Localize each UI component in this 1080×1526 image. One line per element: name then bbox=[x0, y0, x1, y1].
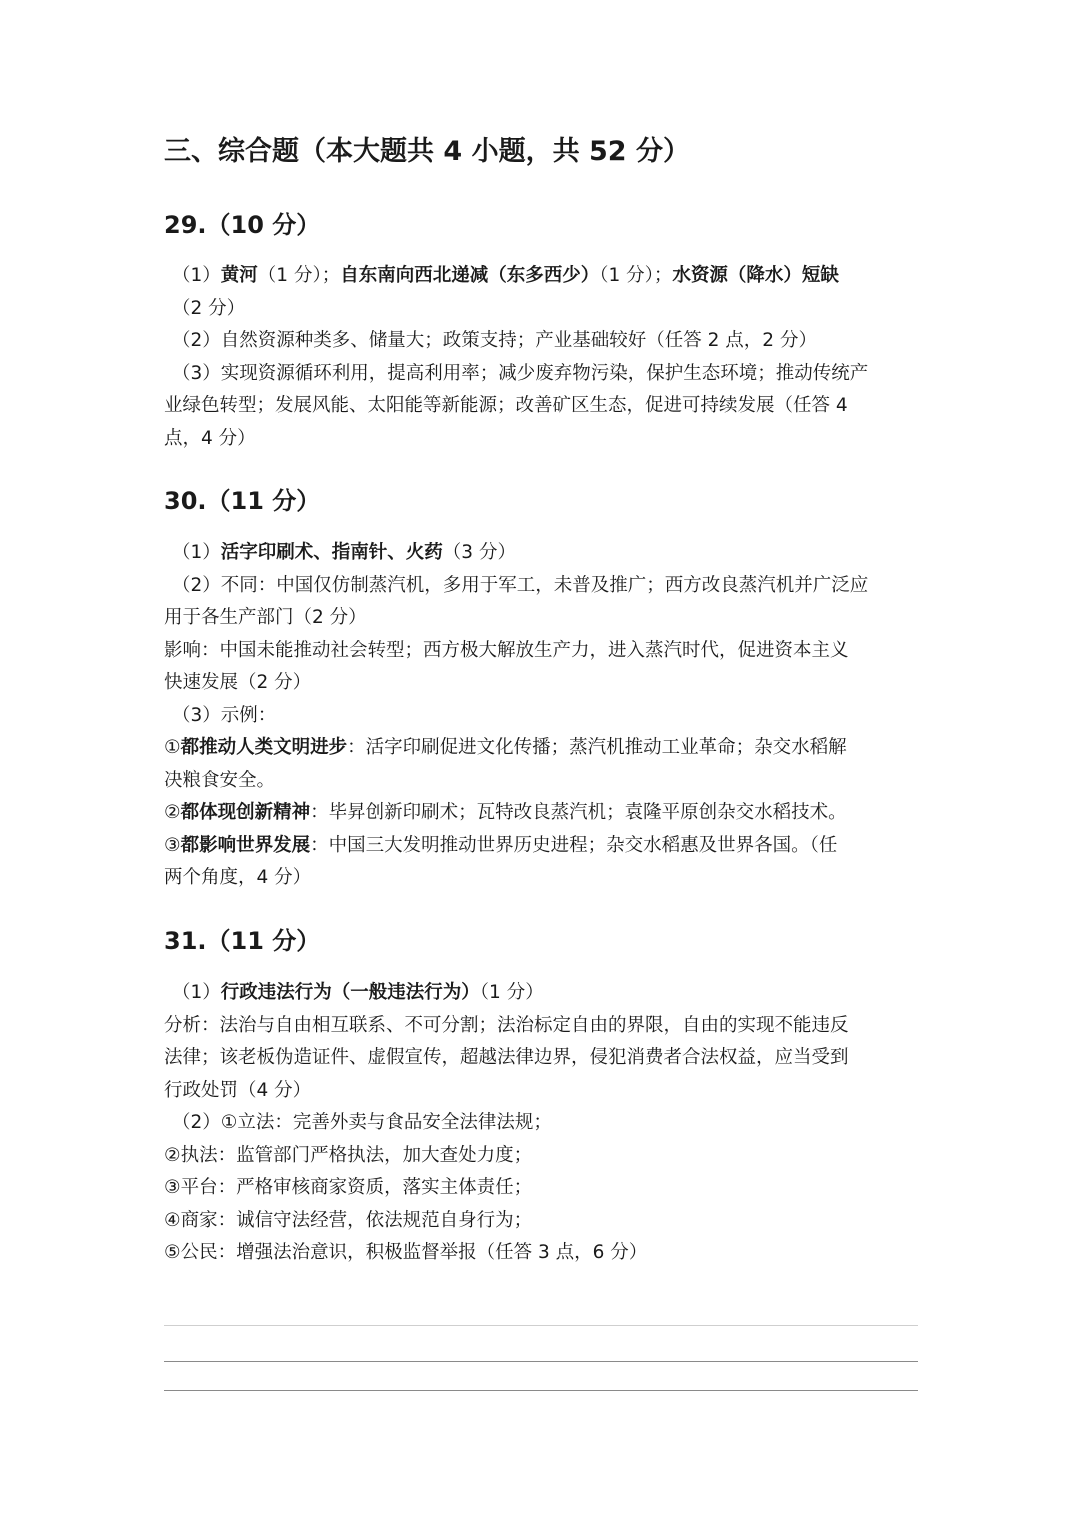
q29-line-4: （3）实现资源循环利用，提高利用率；减少废弃物污染，保护生态环境；推动传统产 bbox=[172, 362, 869, 384]
q30-line-7: ①都推动人类文明进步：活字印刷促进文化传播；蒸汽机推动工业革命；杂交水稻解 bbox=[164, 737, 847, 758]
q29-line-6: 点，4 分） bbox=[164, 427, 256, 449]
q31-line-3: 法律；该老板伪造证件、虚假宣传，超越法律边界，侵犯消费者合法权益，应当受到 bbox=[164, 1047, 849, 1068]
divider-line bbox=[164, 1390, 918, 1391]
q31-title: 31.（11 分） bbox=[164, 927, 321, 955]
q29-line-3: （2）自然资源种类多、储量大；政策支持；产业基础较好（任答 2 点，2 分） bbox=[172, 330, 817, 351]
q31-line-4: 行政处罚（4 分） bbox=[164, 1079, 312, 1101]
q29-answer bbox=[164, 260, 916, 455]
q31-line-6: ②执法：监管部门严格执法，加大查处力度； bbox=[164, 1144, 533, 1166]
divider-line bbox=[164, 1361, 918, 1362]
q30-title: 30.（11 分） bbox=[164, 487, 321, 515]
q30-line-11: 两个角度，4 分） bbox=[164, 867, 312, 888]
q30-line-5: 快速发展（2 分） bbox=[164, 672, 312, 693]
q29-line-5: 业绿色转型；发展风能、太阳能等新能源；改善矿区生态，促进可持续发展（任答 4 bbox=[164, 395, 848, 416]
q31-line-7: ③平台：严格审核商家资质，落实主体责任； bbox=[164, 1177, 533, 1198]
q30-line-4: 影响：中国未能推动社会转型；西方极大解放生产力，进入蒸汽时代，促进资本主义 bbox=[164, 639, 849, 661]
q29-line-2: （2 分） bbox=[172, 297, 246, 319]
q30-line-2: （2）不同：中国仅仿制蒸汽机，多用于军工，未普及推广；西方改良蒸汽机并广泛应 bbox=[172, 574, 869, 596]
q30-line-10: ③都影响世界发展：中国三大发明推动世界历史进程；杂交水稻惠及世界各国。（任 bbox=[164, 834, 838, 856]
q30-line-1: （1）活字印刷术、指南针、火药（3 分） bbox=[172, 542, 516, 563]
q29-title: 29.（10 分） bbox=[164, 211, 321, 239]
q31-line-2: 分析：法治与自由相互联系、不可分割；法治标定自由的界限，自由的实现不能违反 bbox=[164, 1014, 849, 1036]
q30-line-3: 用于各生产部门（2 分） bbox=[164, 607, 367, 628]
q31-line-8: ④商家：诚信守法经营，依法规范自身行为； bbox=[164, 1209, 533, 1231]
q30-line-8: 决粮食安全。 bbox=[164, 769, 276, 791]
q30-answer bbox=[164, 537, 916, 895]
divider-line bbox=[164, 1325, 918, 1326]
section-title: 三、综合题（本大题共 4 小题，共 52 分） bbox=[164, 136, 690, 167]
q31-line-1: （1）行政违法行为（一般违法行为）（1 分） bbox=[172, 982, 544, 1003]
q30-line-9: ②都体现创新精神：毕昇创新印刷术；瓦特改良蒸汽机；袁隆平原创杂交水稻技术。 bbox=[164, 802, 847, 823]
q31-line-9: ⑤公民：增强法治意识，积极监督举报（任答 3 点，6 分） bbox=[164, 1242, 648, 1263]
q31-line-5: （2）①立法：完善外卖与食品安全法律法规； bbox=[172, 1112, 552, 1133]
q30-line-6: （3）示例： bbox=[172, 704, 277, 726]
q31-answer bbox=[164, 977, 916, 1270]
q29-line-1: （1）黄河（1 分）；自东南向西北递减（东多西少）（1 分）；水资源（降水）短缺 bbox=[172, 265, 839, 286]
